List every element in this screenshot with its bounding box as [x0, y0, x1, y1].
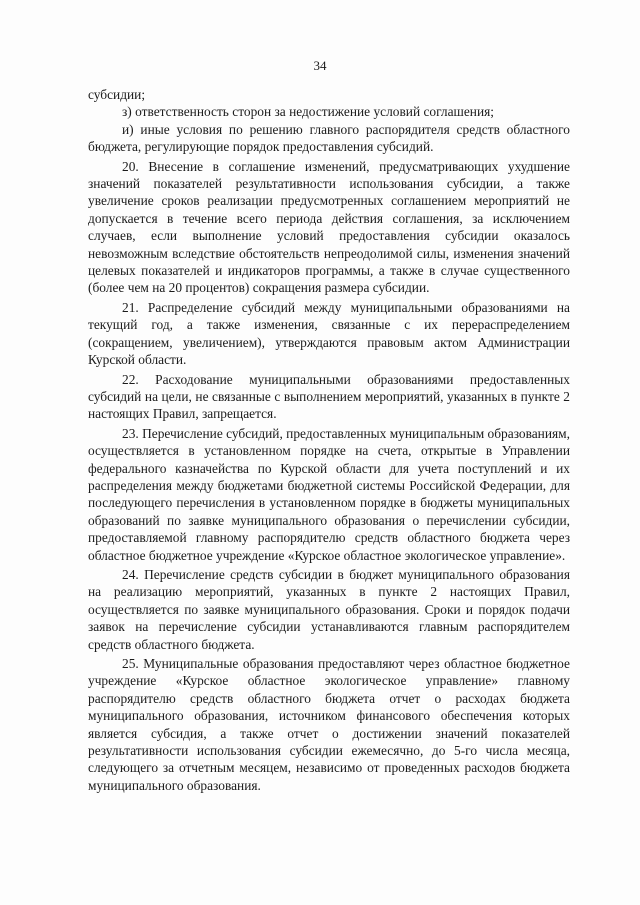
paragraph-clause-22: 22. Расходование муниципальными образованиями предоставленных субсидий на цели, не связанные с выполнением мероприятий, указанных в пункте 2 настоящих Правил, запрещается. [88, 371, 570, 422]
paragraph-clause-23: 23. Перечисление субсидий, предоставленных муниципальным образованиям, осуществляется в установленном порядке на счета, открытые в Управлении федерального казначейства по Курской области для учета поступлений и их распределения между бюджетами бюджетной системы Российской Федерации, для последующего перечисления в установленном порядке в бюджеты муниципальных образований по заявке муниципального образования о перечислении субсидии, предоставляемой главному распорядителю средств областного бюджета через областное бюджетное учреждение «Курское областное экологическое управление». [88, 425, 570, 563]
paragraph-item-z: з) ответственность сторон за недостижение условий соглашения; [122, 104, 495, 120]
page-number: 34 [313, 58, 327, 73]
paragraph-continuation: субсидии; [88, 87, 146, 102]
document-body [88, 86, 570, 794]
paragraph-clause-24: 24. Перечисление средств субсидии в бюджет муниципального образования на реализацию мероприятий, указанных в пункте 2 настоящих Правил, осуществляется по заявке муниципального образования. Сроки и порядок подачи заявок на перечисление субсидии устанавливаются главным распорядителем средств областного бюджета. [88, 566, 570, 652]
paragraph-clause-25: 25. Муниципальные образования предоставляют через областное бюджетное учреждение «Курское областное экологическое управление» главному распорядителю средств областного бюджета отчет о расходах бюджета муниципального образования, источником финансового обеспечения которых является субсидия, а также отчет о достижении значений показателей результативности использования субсидии ежемесячно, до 5-го числа месяца, следующего за отчетным месяцем, независимо от проведенных расходов бюджета муниципального образования. [88, 656, 570, 793]
paragraph-clause-21: 21. Распределение субсидий между муниципальными образованиями на текущий год, а также изменения, связанные с их перераспределением (сокращением, увеличением), утверждаются правовым актом Администрации Курской области. [88, 299, 570, 368]
paragraph-item-i: и) иные условия по решению главного распорядителя средств областного бюджета, регулирующие порядок предоставления субсидий. [88, 121, 570, 155]
paragraph-clause-20: 20. Внесение в соглашение изменений, предусматривающих ухудшение значений показателей результативности использования субсидии, а также увеличение сроков реализации предусмотренных соглашением мероприятий не допускается в течение всего периода действия соглашения, за исключением случаев, если выполнение условий предоставления субсидии оказалось невозможным вследствие обстоятельств непреодолимой силы, изменения значений целевых показателей и индикаторов программы, а также в случае существенного (более чем на 20 процентов) сокращения размера субсидии. [88, 158, 570, 296]
